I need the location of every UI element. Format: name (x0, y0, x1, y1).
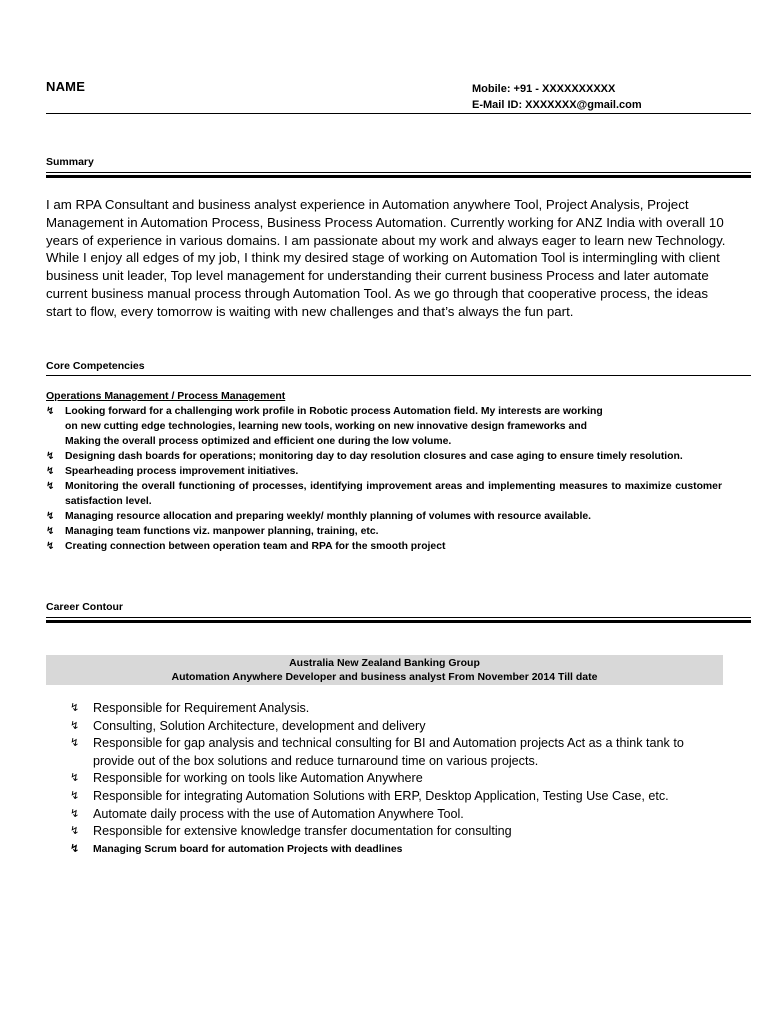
list-item (70, 718, 720, 736)
list-item (70, 841, 720, 859)
summary-divider (46, 172, 751, 178)
mobile-number: Mobile: +91 - XXXXXXXXXX (472, 83, 616, 95)
list-item-text: Managing Scrum board for automation Projects with deadlines (93, 843, 403, 855)
bullet-arrow-icon: ↯ (70, 825, 80, 838)
list-item-text: Looking forward for a challenging work profile in Robotic process Automation field. My interests are working (65, 406, 603, 417)
list-item-text: Creating connection between operation team and RPA for the smooth project (65, 541, 446, 552)
summary-text: I am RPA Consultant and business analyst experience in Automation anywhere Tool, Project Analysis, Project Management in Automation Process, Business Process Automation. Currently working for ANZ India with overall 10 years of experience in various domains. I am passionate about my work and always eager to learn new Technology. While I enjoy all edges of my job, I think my desired stage of working on Automation Tool is intermingling with client business unit leader, Top level management for understanding their current business Process and later automate current business manual process through Automation Tool. As we go through that cooperative process, the ideas start to flow, every tomorrow is waiting with new challenges and that’s always the fun part. (46, 197, 726, 319)
list-item (46, 449, 722, 464)
employer-banner (46, 655, 723, 685)
list-item (46, 524, 722, 539)
bullet-arrow-icon: ↯ (70, 807, 80, 820)
core-competencies-title: Core Competencies (46, 360, 145, 372)
list-item (46, 539, 722, 554)
bullet-arrow-icon: ↯ (70, 789, 80, 802)
core-competency-list (46, 404, 722, 554)
list-item-text: Responsible for gap analysis and technical consulting for BI and Automation projects Act as a think tank to provide out of the box solutions and reduce turnaround time on various projects. (93, 736, 684, 768)
core-competencies-divider (46, 375, 751, 376)
bullet-arrow-icon: ↯ (70, 772, 80, 785)
list-item (70, 788, 720, 806)
list-item (70, 806, 720, 824)
list-item (46, 509, 722, 524)
contact-block (472, 81, 642, 113)
list-item-text: Managing resource allocation and preparing weekly/ monthly planning of volumes with resource available. (65, 511, 592, 522)
bullet-arrow-icon: ↯ (46, 541, 55, 552)
bullet-arrow-icon: ↯ (70, 737, 80, 750)
bullet-arrow-icon: ↯ (46, 406, 55, 417)
summary-title: Summary (46, 156, 94, 168)
bullet-arrow-icon: ↯ (46, 451, 55, 462)
list-item (70, 770, 720, 788)
job-role: Automation Anywhere Developer and business analyst From November 2014 Till date (171, 671, 598, 683)
bullet-arrow-icon: ↯ (46, 511, 55, 522)
list-item (46, 464, 722, 479)
bullet-arrow-icon: ↯ (70, 842, 80, 855)
bullet-arrow-icon: ↯ (46, 466, 55, 477)
list-item-text: Consulting, Solution Architecture, development and delivery (93, 718, 426, 733)
list-item (70, 735, 720, 770)
list-item-text: on new cutting edge technologies, learning new tools, working on new innovative design frameworks and (65, 421, 587, 432)
list-item-text: Responsible for working on tools like Automation Anywhere (93, 771, 423, 786)
header-divider (46, 113, 751, 114)
list-item-text: Spearheading process improvement initiatives. (65, 466, 299, 477)
list-item-text: Automate daily process with the use of Automation Anywhere Tool. (93, 806, 464, 821)
career-responsibility-list (70, 700, 720, 858)
core-subtitle: Operations Management / Process Management (46, 390, 286, 402)
career-contour-title: Career Contour (46, 601, 124, 613)
bullet-arrow-icon: ↯ (70, 702, 80, 714)
list-item-text: Responsible for extensive knowledge transfer documentation for consulting (93, 824, 512, 839)
career-contour-divider (46, 617, 751, 623)
list-item (70, 700, 720, 718)
candidate-name: NAME (46, 79, 86, 94)
email-address: E-Mail ID: XXXXXXX@gmail.com (472, 99, 642, 111)
list-item-text: Designing dash boards for operations; monitoring day to day resolution closures and case aging to ensure timely resolution. (65, 451, 683, 462)
list-item-text: Monitoring the overall functioning of processes, identifying improvement areas and implementing measures to maximize customer satisfaction level. (65, 481, 722, 507)
list-item-text: Making the overall process optimized and efficient one during the low volume. (65, 436, 452, 447)
list-item-text: Managing team functions viz. manpower planning, training, etc. (65, 526, 379, 537)
bullet-arrow-icon: ↯ (46, 526, 55, 537)
bullet-arrow-icon: ↯ (70, 719, 80, 732)
list-item (70, 823, 720, 841)
list-item (46, 479, 722, 509)
list-item-text: Responsible for integrating Automation Solutions with ERP, Desktop Application, Testing Use Case, etc. (93, 788, 669, 803)
list-item (46, 404, 722, 449)
list-item-text: Responsible for Requirement Analysis. (93, 701, 310, 715)
company-name: Australia New Zealand Banking Group (289, 657, 480, 669)
bullet-arrow-icon: ↯ (46, 481, 55, 492)
